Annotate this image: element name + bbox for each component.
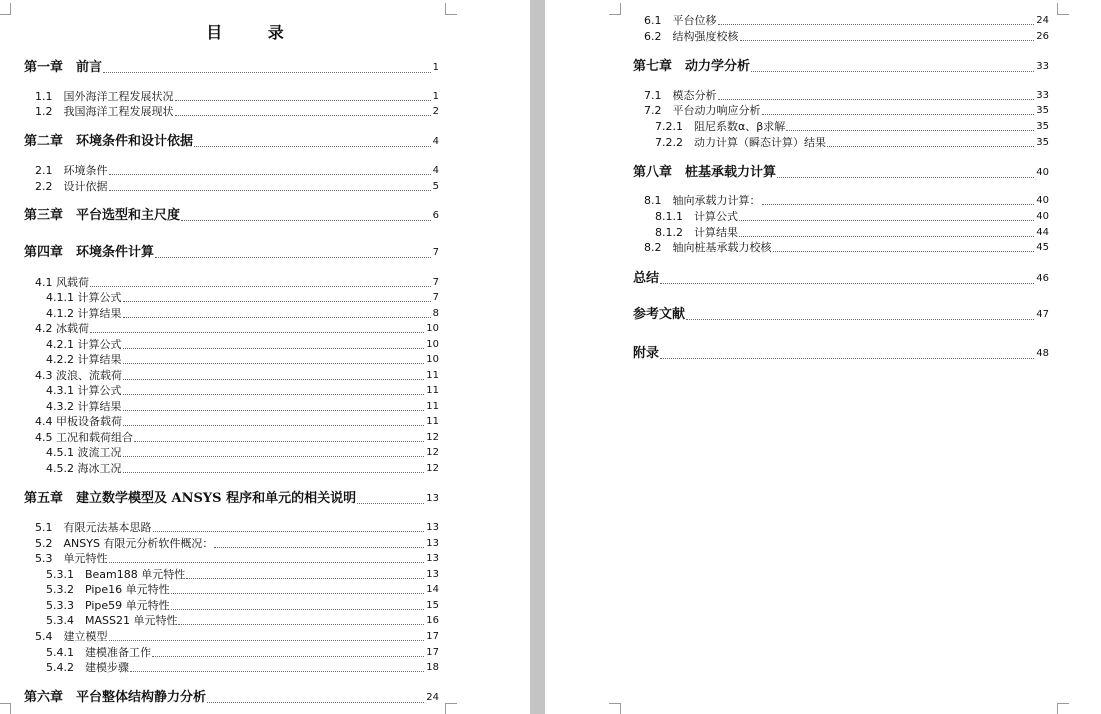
toc-page-number: 35 [1036, 137, 1049, 148]
toc-leader [123, 348, 425, 349]
toc-entry-label: 6.1 平台位移 [644, 14, 717, 27]
toc-leader [90, 286, 431, 287]
toc-entry-subsection[interactable] [46, 307, 439, 321]
toc-entry-chapter[interactable] [24, 245, 439, 261]
toc-leader [786, 130, 1034, 131]
toc-page-number: 10 [426, 354, 439, 365]
toc-page-number: 11 [426, 385, 439, 396]
toc-entry-label: 4.3.2 计算结果 [46, 400, 122, 413]
toc-entry-label: 4.1.1 计算公式 [46, 291, 122, 304]
toc-entry-chapter[interactable] [633, 346, 1049, 362]
toc-leader [134, 441, 424, 442]
toc-entry-subsection[interactable] [46, 384, 439, 398]
toc-leader [171, 609, 425, 610]
toc-leader [175, 100, 431, 101]
toc-page-number: 33 [1036, 61, 1049, 72]
crop-mark [445, 703, 457, 714]
toc-page-number: 2 [432, 106, 439, 117]
toc-entry-label: 总结 [633, 271, 660, 286]
toc-leader [827, 146, 1034, 147]
toc-entry-section[interactable] [35, 369, 439, 383]
toc-page-number: 1 [432, 91, 439, 102]
toc-entry-label: 5.2 ANSYS 有限元分析软件概况： [35, 537, 214, 550]
toc-entry-section[interactable] [35, 630, 439, 644]
toc-entry-chapter[interactable] [633, 271, 1049, 287]
toc-page-number: 7 [432, 292, 439, 303]
toc-leader [357, 503, 424, 504]
toc-entry-label: 第七章 动力学分析 [633, 59, 751, 74]
toc-leader [718, 99, 1035, 100]
toc-entry-subsection[interactable] [46, 291, 439, 305]
toc-page-number: 26 [1036, 31, 1049, 42]
toc-entry-label: 7.2 平台动力响应分析 [644, 104, 761, 117]
toc-entry-subsection[interactable] [46, 338, 439, 352]
toc-entry-section[interactable] [35, 537, 439, 551]
toc-leader [740, 40, 1035, 41]
toc-page-number: 35 [1036, 121, 1049, 132]
toc-entry-label: 5.4.1 建模准备工作 [46, 646, 151, 659]
toc-leader [739, 236, 1034, 237]
toc-leader [109, 640, 425, 641]
toc-entry-subsection[interactable] [46, 568, 439, 582]
toc-entry-chapter[interactable] [633, 59, 1049, 75]
toc-page-number: 40 [1036, 167, 1049, 178]
toc-entry-label: 4.1.2 计算结果 [46, 307, 122, 320]
toc-page-number: 11 [426, 401, 439, 412]
toc-page-number: 35 [1036, 105, 1049, 116]
toc-leader [123, 456, 425, 457]
toc-page-number: 15 [426, 600, 439, 611]
toc-entry-label: 7.2.2 动力计算（瞬态计算）结果 [655, 136, 826, 149]
toc-page-number: 33 [1036, 90, 1049, 101]
toc-entry-subsection[interactable] [46, 599, 439, 613]
toc-page-number: 12 [426, 463, 439, 474]
toc-leader [178, 624, 424, 625]
toc-leader [171, 593, 425, 594]
toc-entry-section[interactable] [35, 552, 439, 566]
toc-leader [123, 317, 431, 318]
document-page-left [0, 0, 530, 714]
toc-entry-label: 5.1 有限元法基本思路 [35, 521, 152, 534]
toc-page-number: 13 [426, 569, 439, 580]
toc-leader [123, 394, 425, 395]
toc-entry-label: 第六章 平台整体结构静力分析 [24, 690, 207, 705]
toc-leader [660, 283, 1034, 284]
toc-leader [103, 72, 431, 73]
toc-entry-section[interactable] [644, 194, 1049, 208]
toc-leader [123, 472, 425, 473]
toc-page-number: 24 [426, 692, 439, 703]
crop-mark [609, 703, 621, 714]
toc-entry-section[interactable] [644, 14, 1049, 28]
toc-entry-subsection[interactable] [46, 583, 439, 597]
toc-entry-label: 5.3.4 MASS21 单元特性 [46, 614, 178, 627]
toc-entry-section[interactable] [644, 89, 1049, 103]
toc-leader [123, 410, 425, 411]
toc-entry-subsection[interactable] [46, 400, 439, 414]
toc-leader [718, 24, 1035, 25]
toc-page-number: 46 [1036, 273, 1049, 284]
toc-entry-chapter[interactable] [24, 60, 439, 76]
toc-page-number: 44 [1036, 227, 1049, 238]
toc-entry-subsection[interactable] [46, 661, 439, 675]
toc-entry-label: 第二章 环境条件和设计依据 [24, 134, 194, 149]
toc-page-number: 7 [432, 247, 439, 258]
toc-entry-label: 4.3 波浪、流载荷 [35, 369, 122, 382]
toc-entry-subsection[interactable] [46, 614, 439, 628]
toc-entry-label: 2.2 设计依据 [35, 180, 108, 193]
toc-entry-subsection[interactable] [655, 210, 1049, 224]
toc-page-number: 11 [426, 370, 439, 381]
toc-leader [194, 146, 431, 147]
toc-entry-subsection[interactable] [46, 353, 439, 367]
toc-entry-label: 第八章 桩基承载力计算 [633, 165, 777, 180]
toc-page-number: 4 [432, 165, 439, 176]
toc-entry-label: 5.3.3 Pipe59 单元特性 [46, 599, 170, 612]
toc-page-number: 13 [426, 522, 439, 533]
toc-page-number: 4 [432, 136, 439, 147]
toc-entry-label: 4.5.2 海冰工况 [46, 462, 122, 475]
toc-page-number: 13 [426, 538, 439, 549]
toc-leader [186, 578, 424, 579]
toc-entry-subsection[interactable] [655, 226, 1049, 240]
toc-entry-label: 8.2 轴向桩基承载力校核 [644, 241, 772, 254]
toc-leader [777, 177, 1034, 178]
toc-entry-section[interactable] [644, 241, 1049, 255]
toc-entry-subsection[interactable] [655, 120, 1049, 134]
toc-entry-label: 8.1.1 计算公式 [655, 210, 738, 223]
toc-leader [739, 220, 1034, 221]
toc-entry-subsection[interactable] [46, 646, 439, 660]
toc-entry-label: 1.1 国外海洋工程发展状况 [35, 90, 174, 103]
toc-page-number: 8 [432, 308, 439, 319]
toc-entry-label: 5.3.1 Beam188 单元特性 [46, 568, 186, 581]
toc-entry-chapter[interactable] [633, 165, 1049, 181]
toc-leader [153, 531, 425, 532]
toc-entry-label: 4.2.1 计算公式 [46, 338, 122, 351]
toc-entry-label: 5.3 单元特性 [35, 552, 108, 565]
toc-leader [773, 251, 1035, 252]
toc-entry-section[interactable] [35, 105, 439, 119]
toc-entry-label: 5.4 建立模型 [35, 630, 108, 643]
toc-entry-section[interactable] [35, 276, 439, 290]
toc-leader [660, 358, 1034, 359]
toc-page-number: 13 [426, 493, 439, 504]
toc-entry-chapter[interactable] [24, 134, 439, 150]
document-page-right [545, 0, 1101, 714]
toc-entry-label: 4.1 风载荷 [35, 276, 89, 289]
toc-leader [123, 379, 424, 380]
toc-page-number: 24 [1036, 15, 1049, 26]
toc-leader [109, 174, 431, 175]
toc-leader [181, 220, 431, 221]
toc-leader [175, 115, 431, 116]
toc-leader [155, 257, 431, 258]
toc-entry-subsection[interactable] [655, 136, 1049, 150]
toc-leader [123, 425, 424, 426]
toc-entry-label: 4.5 工况和载荷组合 [35, 431, 133, 444]
toc-page-number: 40 [1036, 211, 1049, 222]
crop-mark [1057, 3, 1069, 15]
toc-page-number: 47 [1036, 309, 1049, 320]
toc-leader [207, 702, 424, 703]
toc-entry-label: 第一章 前言 [24, 60, 103, 75]
toc-entry-label: 4.5.1 波流工况 [46, 446, 122, 459]
toc-entry-section[interactable] [35, 180, 439, 194]
toc-entry-chapter[interactable] [24, 208, 439, 224]
toc-page-number: 14 [426, 584, 439, 595]
toc-leader [751, 71, 1034, 72]
toc-title: 目 录 [206, 23, 304, 42]
toc-leader [90, 332, 424, 333]
toc-entry-section[interactable] [35, 164, 439, 178]
toc-page-number: 45 [1036, 242, 1049, 253]
toc-entry-label: 4.4 甲板设备载荷 [35, 415, 122, 428]
crop-mark [0, 3, 11, 15]
toc-entry-label: 4.2 冰载荷 [35, 322, 89, 335]
toc-page-number: 5 [432, 181, 439, 192]
toc-page-number: 48 [1036, 348, 1049, 359]
toc-entry-subsection[interactable] [46, 462, 439, 476]
toc-leader [762, 114, 1035, 115]
toc-leader [762, 204, 1035, 205]
toc-entry-label: 5.4.2 建模步骤 [46, 661, 129, 674]
toc-entry-section[interactable] [35, 90, 439, 104]
toc-page-number: 12 [426, 432, 439, 443]
toc-leader [152, 656, 424, 657]
toc-page-number: 40 [1036, 195, 1049, 206]
toc-entry-section[interactable] [35, 322, 439, 336]
toc-entry-section[interactable] [644, 30, 1049, 44]
toc-entry-label: 7.1 模态分析 [644, 89, 717, 102]
toc-entry-label: 6.2 结构强度校核 [644, 30, 739, 43]
toc-leader [214, 547, 424, 548]
crop-mark [0, 703, 11, 714]
toc-page-number: 1 [432, 62, 439, 73]
toc-entry-label: 4.2.2 计算结果 [46, 353, 122, 366]
toc-leader [123, 363, 425, 364]
toc-entry-label: 第四章 环境条件计算 [24, 245, 155, 260]
toc-entry-label: 附录 [633, 346, 660, 361]
toc-entry-label: 8.1.2 计算结果 [655, 226, 738, 239]
toc-leader [109, 562, 425, 563]
toc-leader [109, 190, 431, 191]
page-gutter [530, 0, 545, 714]
toc-entry-chapter[interactable] [633, 307, 1049, 323]
toc-entry-section[interactable] [35, 521, 439, 535]
toc-leader [130, 671, 424, 672]
toc-entry-subsection[interactable] [46, 446, 439, 460]
toc-entry-chapter[interactable] [24, 690, 439, 706]
toc-page-number: 17 [426, 647, 439, 658]
toc-page-number: 10 [426, 323, 439, 334]
toc-entry-label: 7.2.1 阻尼系数α、β求解 [655, 120, 786, 133]
toc-page-number: 12 [426, 447, 439, 458]
toc-entry-label: 4.3.1 计算公式 [46, 384, 122, 397]
toc-entry-section[interactable] [644, 104, 1049, 118]
toc-page-number: 13 [426, 553, 439, 564]
toc-leader [686, 319, 1034, 320]
toc-entry-label: 8.1 轴向承载力计算： [644, 194, 761, 207]
toc-page-number: 18 [426, 662, 439, 673]
toc-entry-label: 2.1 环境条件 [35, 164, 108, 177]
toc-entry-label: 第三章 平台选型和主尺度 [24, 208, 181, 223]
toc-page-number: 10 [426, 339, 439, 350]
toc-page-number: 11 [426, 416, 439, 427]
crop-mark [1057, 703, 1069, 714]
crop-mark [445, 3, 457, 15]
crop-mark [609, 3, 621, 15]
toc-entry-chapter[interactable] [24, 491, 439, 507]
toc-page-number: 6 [432, 210, 439, 221]
toc-entry-label: 5.3.2 Pipe16 单元特性 [46, 583, 170, 596]
toc-page-number: 16 [426, 615, 439, 626]
toc-entry-label: 参考文献 [633, 307, 686, 322]
toc-entry-section[interactable] [35, 415, 439, 429]
toc-entry-label: 第五章 建立数学模型及 ANSYS 程序和单元的相关说明 [24, 491, 357, 506]
toc-page-number: 7 [432, 277, 439, 288]
toc-page-number: 17 [426, 631, 439, 642]
toc-leader [123, 301, 431, 302]
toc-entry-label: 1.2 我国海洋工程发展现状 [35, 105, 174, 118]
toc-entry-section[interactable] [35, 431, 439, 445]
